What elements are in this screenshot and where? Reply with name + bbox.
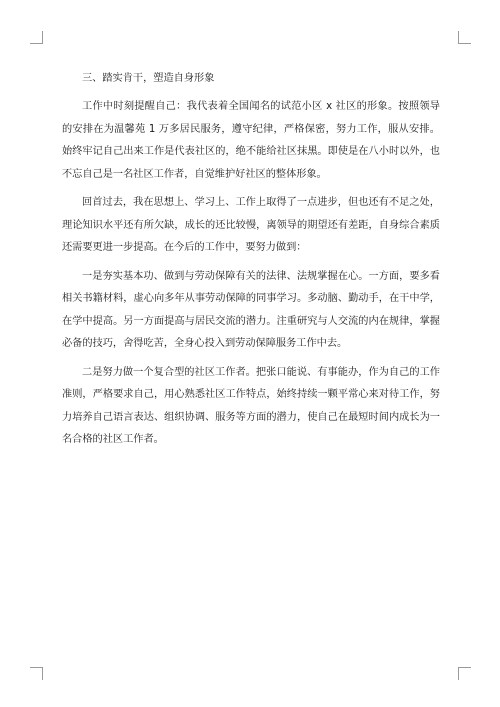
paragraph-3: 一是夯实基本功、做到与劳动保障有关的法律、法规掌握在心。一方面，要多看相关书籍材料，虚心向多年从事劳动保障的同事学习。多动脑、勤动手，在干中学，在学中提高。另一方面提高与居民交流的潜力。注重研究与人交流的内在规律，掌握必备的技巧，舍得吃苦，全身心投入到劳动保障服务工作中去。	[62, 270, 440, 349]
paragraph-2: 回首过去，我在思想上、学习上、工作上取得了一点进步，但也还有不足之处，理论知识水平还有所欠缺，成长的还比较慢，离领导的期望还有差距，自身综合素质还需要更进一步提高。在今后的工作中，要努力做到：	[62, 197, 440, 253]
crop-mark-bottom-left	[30, 667, 43, 680]
paragraph-1: 工作中时刻提醒自己：我代表着全国闻名的试范小区 x 社区的形象。按照领导的安排在为温馨苑 1 万多居民服务，遵守纪律，严格保密，努力工作，服从安排。始终牢记自己出来工作是代表社区的，绝不能给社区抹黑。即使是在八小时以外，也不忘自己是一名社区工作者，自觉维护好社区的整体形象。	[62, 101, 440, 180]
section-title: 三、踏实肯干，塑造自身形象	[82, 73, 215, 84]
crop-mark-top-left	[30, 31, 43, 44]
paragraph-4: 二是努力做一个复合型的社区工作者。把张口能说、有事能办，作为自己的工作准则，严格要求自己，用心熟悉社区工作特点，始终持续一颗平常心来对待工作，努力培养自己语言表达、组织协调、服务等方面的潜力，使自己在最短时间内成长为一名合格的社区工作者。	[62, 366, 440, 445]
crop-mark-top-right	[458, 31, 471, 44]
crop-mark-bottom-right	[458, 667, 471, 680]
document-body	[62, 69, 440, 458]
